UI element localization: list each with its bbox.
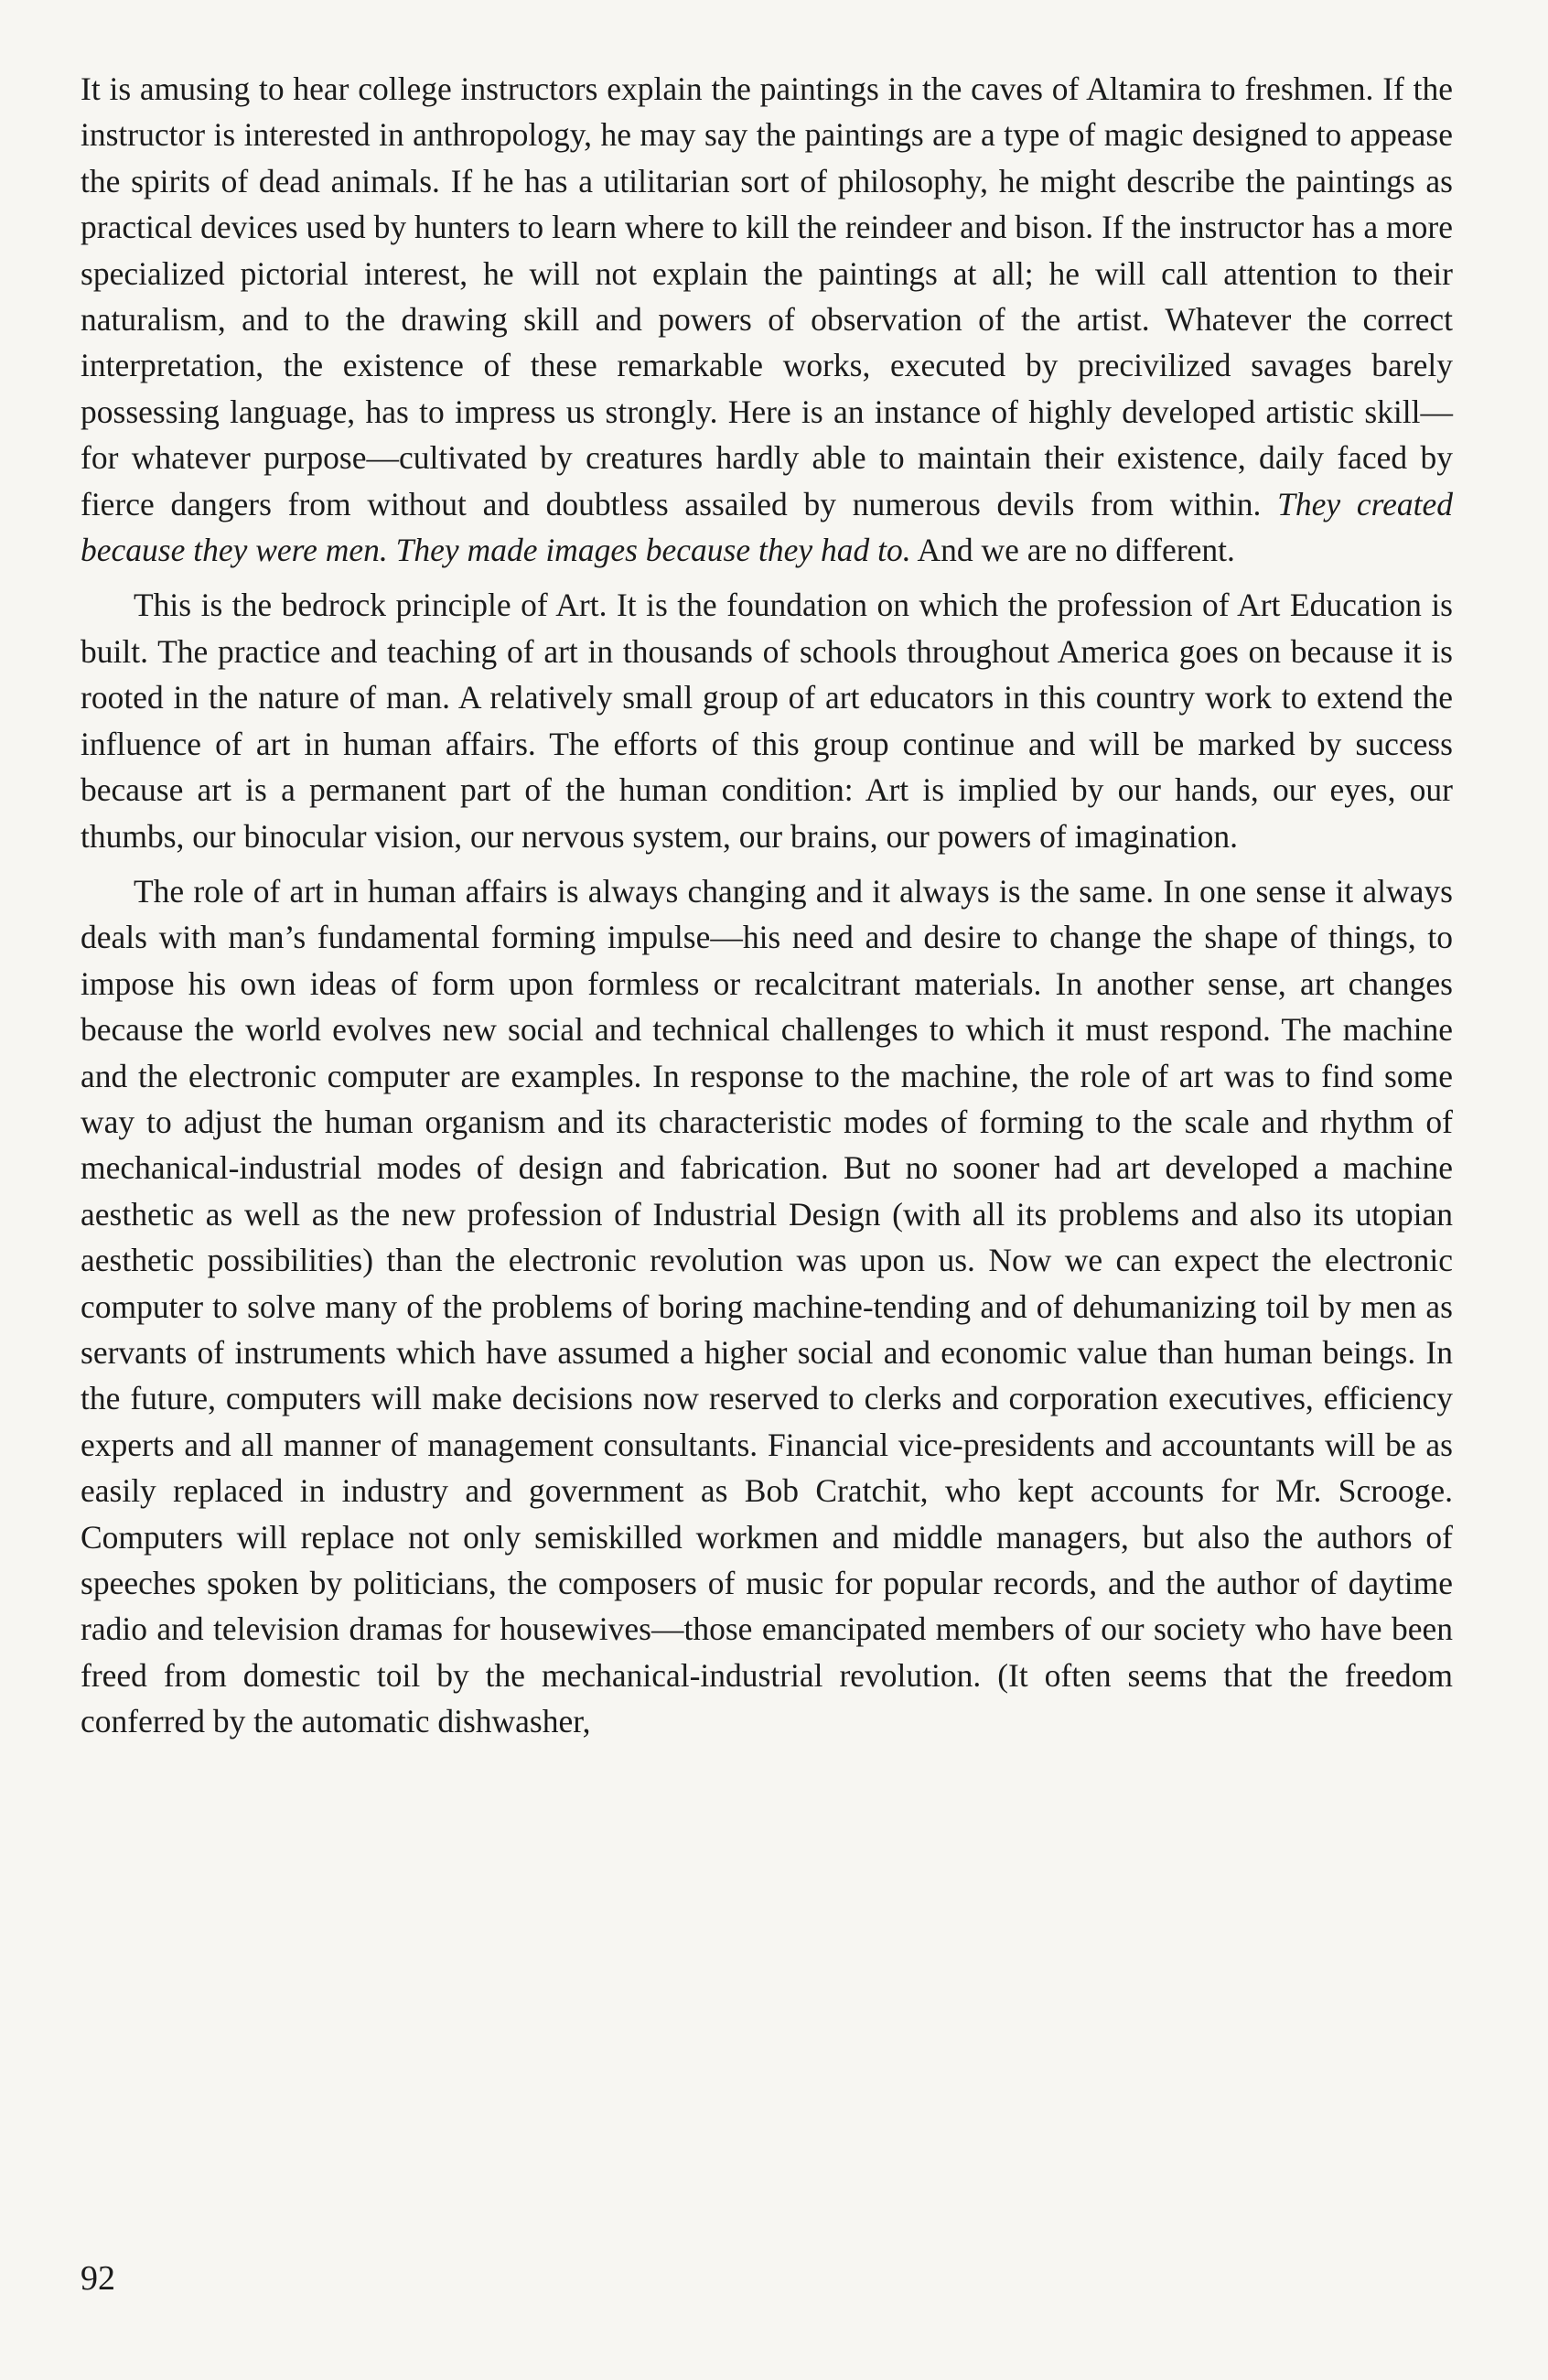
paragraph-1	[81, 66, 1453, 573]
page-body	[81, 66, 1453, 1754]
paragraph-2	[81, 582, 1453, 858]
paragraph-1-closing-text: And we are no different.	[910, 532, 1235, 569]
paragraph-3-text: The role of art in human affairs is always changing and it always is the same. In one sense it always deals with man’s fundamental forming impulse—his need and desire to change the shape of things, to impose his own ideas of form upon formless or recalcitrant materials. In another sense, art changes because the world evolves new social and technical challenges to which it must respond. The machine and the electronic computer are examples. In response to the machine, the role of art was to find some way to adjust the human organism and its characteristic modes of forming to the scale and rhythm of mechanical-industrial modes of design and fabrication. But no sooner had art developed a machine aesthetic as well as the new profession of Industrial Design (with all its problems and also its utopian aesthetic possibilities) than the electronic revolution was upon us. Now we can expect the electronic computer to solve many of the problems of boring machine-tending and of dehumanizing toil by men as servants of instruments which have assumed a higher social and economic value than human beings. In the future, computers will make decisions now reserved to clerks and corporation executives, efficiency experts and all manner of management consultants. Financial vice-presidents and accountants will be as easily replaced in industry and government as Bob Cratchit, who kept accounts for Mr. Scrooge. Computers will replace not only semiskilled workmen and middle managers, but also the authors of speeches spoken by politicians, the composers of music for popular records, and the author of daytime radio and television dramas for housewives—those emancipated members of our society who have been freed from domestic toil by the mechanical-industrial revolution. (It often seems that the freedom conferred by the automatic dishwasher,	[81, 872, 1453, 1740]
paragraph-2-text: This is the bedrock principle of Art. It is the foundation on which the profession of Art Education is built. The practice and teaching of art in thousands of schools throughout America goes on because it is rooted in the nature of man. A relatively small group of art educators in this country work to extend the influence of art in human affairs. The efforts of this group continue and will be marked by success because art is a permanent part of the human condition: Art is implied by our hands, our eyes, our thumbs, our binocular vision, our nervous system, our brains, our powers of imagination.	[81, 587, 1453, 855]
paragraph-1-italic-emphasis: They created because they were men. They made images because they had to.	[81, 485, 1453, 569]
paragraph-1-text: It is amusing to hear college instructors explain the paintings in the caves of Altamira to freshmen. If the instructor is interested in anthropology, he may say the paintings are a type of magic designed to appease the spirits of dead animals. If he has a utilitarian sort of philosophy, he might describe the paintings as practical devices used by hunters to learn where to kill the reindeer and bison. If the instructor has a more specialized pictorial interest, he will not explain the paintings at all; he will call attention to their naturalism, and to the drawing skill and powers of observation of the artist. Whatever the correct interpretation, the existence of these remarkable works, executed by precivilized savages barely possessing language, has to impress us strongly. Here is an instance of highly developed artistic skill—for whatever purpose—cultivated by creatures hardly able to maintain their existence, daily faced by fierce dangers from without and doubtless assailed by numerous devils from within.	[81, 70, 1453, 522]
page-number: 92	[81, 2259, 115, 2298]
paragraph-3	[81, 868, 1453, 1745]
